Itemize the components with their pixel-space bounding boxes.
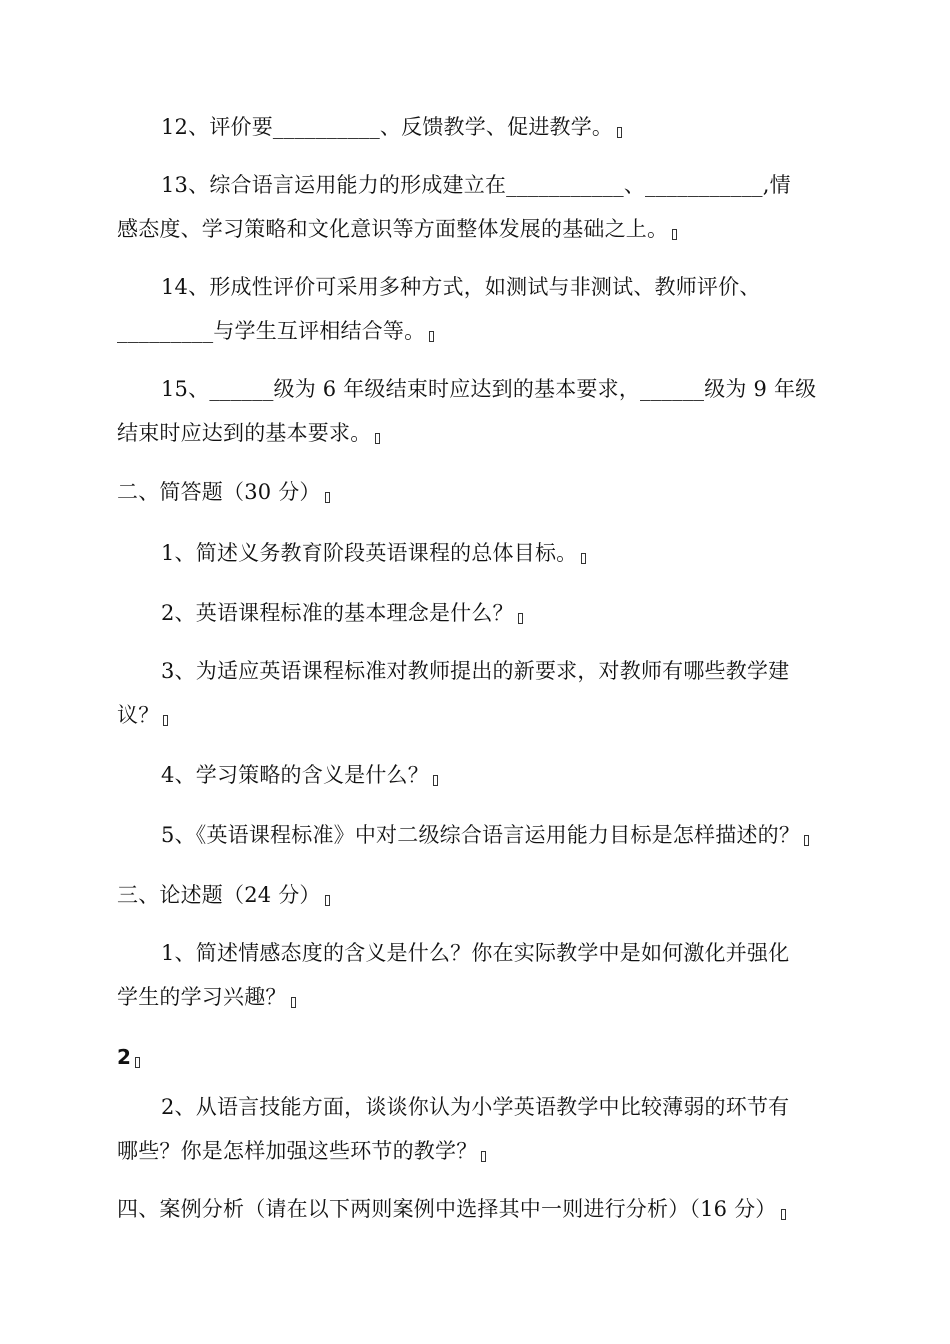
section-4-heading	[117, 1194, 837, 1224]
question-13-text-1: 13、综合语言运用能力的形成建立在___________、___________,情	[161, 173, 791, 197]
short-answer-3-line-1	[161, 656, 881, 686]
paragraph-mark-icon	[672, 229, 677, 240]
essay-2-line-1	[161, 1092, 881, 1122]
question-15-text-1: 15、______级为 6 年级结束时应达到的基本要求，______级为 9 年级	[161, 377, 817, 401]
question-15-line-2	[117, 418, 837, 448]
essay-1-text-2: 学生的学习兴趣？	[117, 985, 287, 1009]
section-4-title: 四、案例分析（请在以下两则案例中选择其中一则进行分析）（16 分）	[117, 1197, 777, 1221]
paragraph-mark-icon	[518, 613, 523, 624]
question-14-line-2	[117, 316, 837, 346]
paragraph-mark-icon	[291, 997, 296, 1008]
essay-1-line-1	[161, 938, 881, 968]
short-answer-2	[161, 598, 881, 628]
stray-number-line	[117, 1042, 837, 1072]
short-answer-3-text-2: 议？	[117, 703, 160, 727]
section-3-heading	[117, 880, 837, 910]
short-answer-5	[161, 820, 881, 850]
paragraph-mark-icon	[617, 127, 622, 138]
question-12	[161, 112, 881, 142]
short-answer-3-text-1: 3、为适应英语课程标准对教师提出的新要求，对教师有哪些教学建	[161, 659, 790, 683]
short-answer-4	[161, 760, 881, 790]
essay-2-line-2	[117, 1136, 837, 1166]
essay-2-text-1: 2、从语言技能方面，谈谈你认为小学英语教学中比较薄弱的环节有	[161, 1095, 790, 1119]
essay-1-line-2	[117, 982, 837, 1012]
paragraph-mark-icon	[135, 1057, 140, 1068]
essay-2-text-2: 哪些？你是怎样加强这些环节的教学？	[117, 1139, 478, 1163]
section-2-title: 二、简答题（30 分）	[117, 480, 321, 504]
paragraph-mark-icon	[581, 553, 586, 564]
section-3-title: 三、论述题（24 分）	[117, 883, 321, 907]
question-15-text-2: 结束时应达到的基本要求。	[117, 421, 372, 445]
question-13-text-2: 感态度、学习策略和文化意识等方面整体发展的基础之上。	[117, 217, 669, 241]
paragraph-mark-icon	[429, 331, 434, 342]
short-answer-4-text: 4、学习策略的含义是什么？	[161, 763, 429, 787]
question-13-line-2	[117, 214, 837, 244]
paragraph-mark-icon	[375, 433, 380, 444]
stray-number: 2	[117, 1045, 132, 1069]
short-answer-5-text: 5、《英语课程标准》中对二级综合语言运用能力目标是怎样描述的？	[161, 823, 801, 847]
paragraph-mark-icon	[804, 835, 809, 846]
question-12-text: 12、评价要__________、反馈教学、促进教学。	[161, 115, 614, 139]
essay-1-text-1: 1、简述情感态度的含义是什么？你在实际教学中是如何激化并强化	[161, 941, 790, 965]
paragraph-mark-icon	[325, 895, 330, 906]
section-2-heading	[117, 477, 837, 507]
short-answer-3-line-2	[117, 700, 837, 730]
paragraph-mark-icon	[481, 1151, 486, 1162]
short-answer-1	[161, 538, 881, 568]
question-14-line-1	[161, 272, 881, 302]
question-14-text-1: 14、形成性评价可采用多种方式，如测试与非测试、教师评价、	[161, 275, 761, 299]
question-13-line-1	[161, 170, 881, 200]
paragraph-mark-icon	[433, 775, 438, 786]
short-answer-2-text: 2、英语课程标准的基本理念是什么？	[161, 601, 514, 625]
paragraph-mark-icon	[781, 1209, 786, 1220]
paragraph-mark-icon	[163, 715, 168, 726]
question-15-line-1	[161, 374, 881, 404]
paragraph-mark-icon	[325, 492, 330, 503]
short-answer-1-text: 1、简述义务教育阶段英语课程的总体目标。	[161, 541, 578, 565]
question-14-text-2: _________与学生互评相结合等。	[117, 319, 426, 343]
